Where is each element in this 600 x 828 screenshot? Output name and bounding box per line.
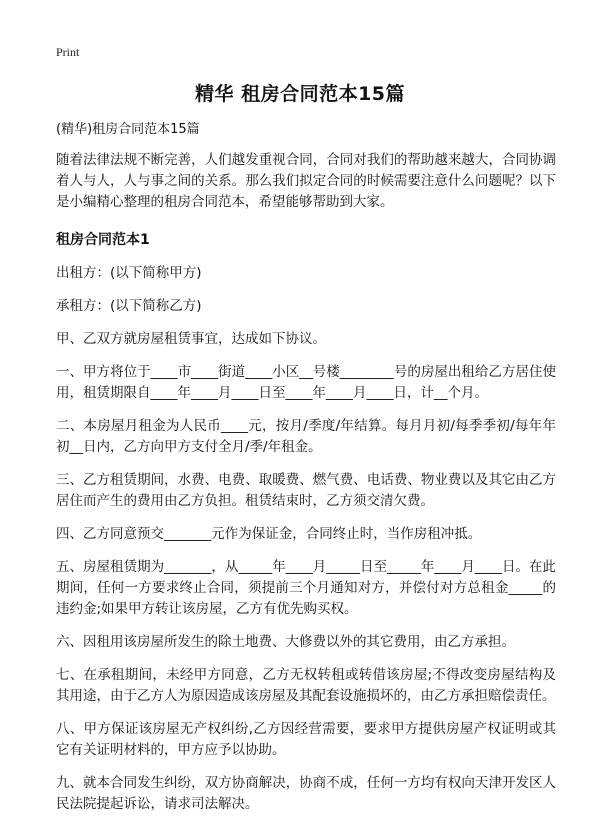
print-link[interactable]: Print: [56, 45, 80, 59]
page-title: 精华 租房合同范本15篇: [194, 83, 406, 105]
intro-paragraph: 随着法律法规不断完善，人们越发重视合同，合同对我们的帮助越来越大，合同协调着人与人，人与事之间的关系。那么我们拟定合同的时候需要注意什么问题呢？以下是小编精心整理的租房合同范本，希望能够帮助到大家。: [56, 152, 556, 210]
agreement-intro: 甲、乙双方就房屋租赁事宜，达成如下协议。: [56, 331, 326, 347]
clause-3: 三、乙方租赁期间，水费、电费、取暖费、燃气费、电话费、物业费以及其它由乙方居住而产生的费用由乙方负担。租赁结束时，乙方须交清欠费。: [56, 472, 556, 509]
clause-7: 七、在承租期间，未经甲方同意，乙方无权转租或转借该房屋;不得改变房屋结构及其用途，由于乙方人为原因造成该房屋及其配套设施损坏的，由乙方承担赔偿责任。: [56, 667, 556, 704]
clause-2: 二、本房屋月租金为人民币____元，按月/季度/年结算。每月月初/每季季初/每年年初__日内，乙方向甲方支付全月/季/年租金。: [56, 418, 556, 455]
section-heading: 租房合同范本1: [56, 232, 150, 248]
clause-4: 四、乙方同意预交_______元作为保证金，合同终止时，当作房租冲抵。: [56, 526, 482, 542]
clause-5: 五、房屋租赁期为_______，从_____年____月_____日至_____年____月____日。在此期间，任何一方要求终止合同，须提前三个月通知对方，并偿付对方总租金_____的违约金;如果甲方转让该房屋，乙方有优先购买权。: [56, 559, 556, 617]
clause-1: 一、甲方将位于____市____街道____小区__号楼________号的房屋出租给乙方居住使用，租赁期限自____年____月____日至____年____月____日，计__个月。: [56, 364, 556, 401]
document-body: [56, 118, 556, 827]
clause-9: 九、就本合同发生纠纷，双方协商解决，协商不成，任何一方均有权向天津开发区人民法院提起诉讼，请求司法解决。: [56, 775, 556, 812]
clause-8: 八、甲方保证该房屋无产权纠纷,乙方因经营需要，要求甲方提供房屋产权证明或其它有关证明材料的，甲方应予以协助。: [56, 721, 556, 758]
lessor-line: 出租方：(以下简称甲方): [56, 265, 202, 281]
document-subtitle: (精华)租房合同范本15篇: [56, 122, 200, 137]
clause-6: 六、因租用该房屋所发生的除土地费、大修费以外的其它费用，由乙方承担。: [56, 634, 515, 650]
lessee-line: 承租方：(以下简称乙方): [56, 298, 202, 314]
